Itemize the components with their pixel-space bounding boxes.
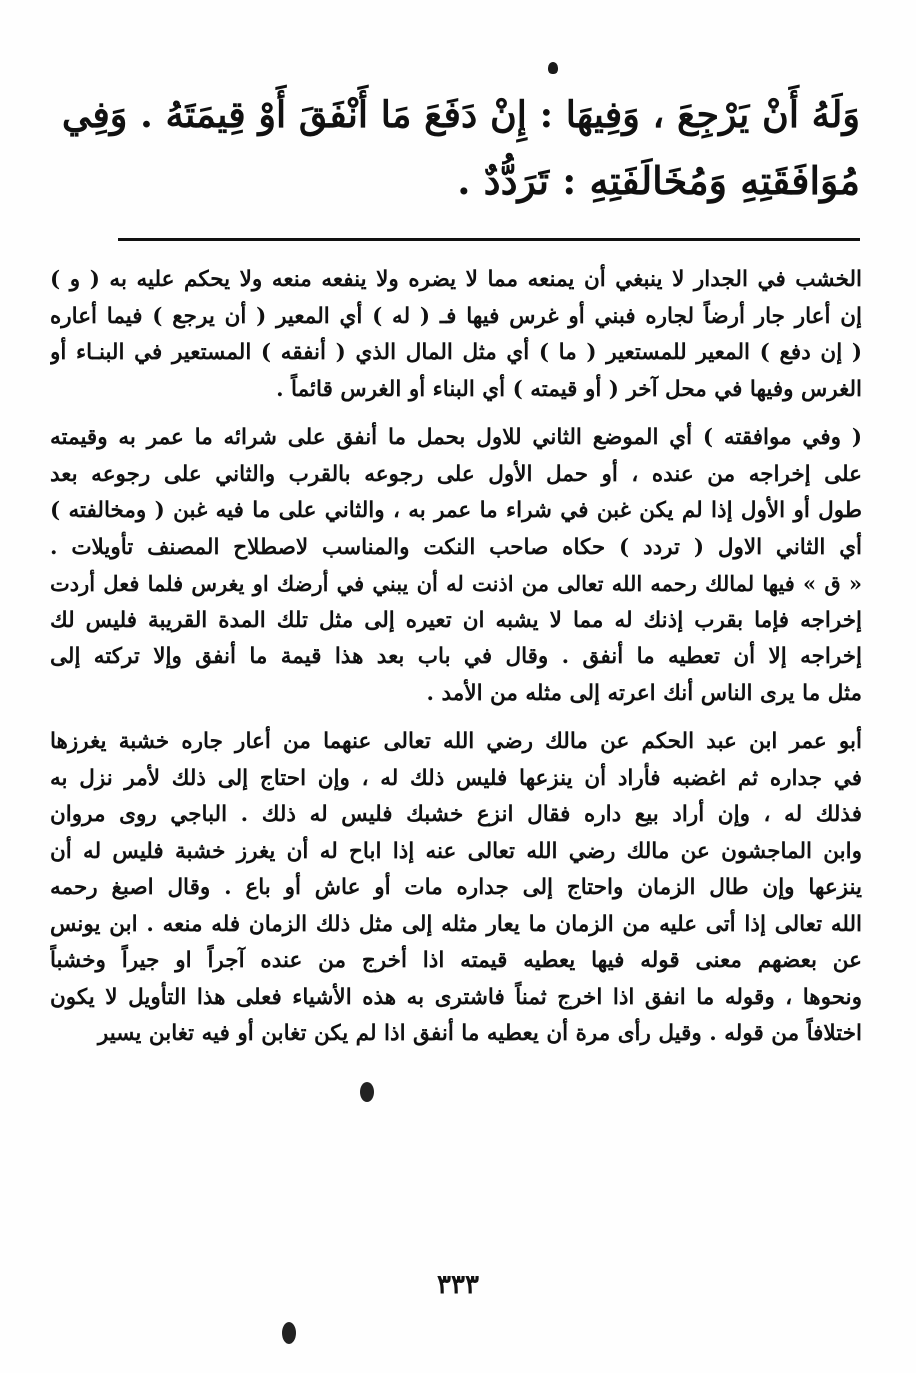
text-line: ونحوها ، وقوله ما انفق اذا اخرج ثمناً فاشترى به هذه الأشياء فعلى هذا التأويل لا يكون — [50, 984, 862, 1010]
ink-speck — [360, 1082, 374, 1102]
text-line: الله تعالى إذا أتى عليه من الزمان ما يعار مثله إلى مثل ذلك الزمان فله منعه . ابن يونس — [50, 911, 862, 937]
text-line: « ق » فيها لمالك رحمه الله تعالى من اذنت له أن يبني في أرضك او يغرس فلما فعل أردت — [50, 571, 862, 596]
text-line: طول أو الأول إذا لم يكن غبن في شراء ما عمر به ، والثاني على ما فيه غبن ( ومخالفته ) — [50, 498, 862, 523]
text-line: أي الثاني الاول ( تردد ) حكاه صاحب النكت والمناسب لاصطلاح المصنف تأويلات . — [50, 534, 862, 560]
text-line: عن بعضهم معنى قوله فيها يعطيه قيمته اذا أخرج من عنده آجراً او جيراً وخشباً — [50, 948, 862, 973]
ink-mark — [548, 62, 558, 74]
text-line: فذلك له ، وإن أراد بيع داره فقال انزع خشبك فليس له ذلك . الباجي روى مروان — [50, 802, 862, 827]
text-line: إخراجه فإما بقرب إذنك له مما لا يشبه ان تعيره إلى مثل تلك المدة القريبة فليس لك — [50, 607, 862, 633]
text-line: مثل ما يرى الناس أنك اعرته إلى مثله من الأمد . — [426, 680, 862, 706]
text-line: في جداره ثم اغضبه فأراد أن ينزعها فليس ذلك له ، وإن احتاج إلى ذلك لأمر نزل به — [50, 765, 862, 791]
text-line: ( وفي موافقته ) أي الموضع الثاني للاول بحمل ما أنفق على شرائه ما عمر به وقيمته — [50, 425, 862, 450]
text-line: ينزعها وإن طال الزمان واحتاج إلى جداره مات أو عاش أو باع . وقال اصبغ رحمه — [50, 875, 862, 900]
text-line: اختلافاً من قوله . وقيل رأى مرة أن يعطيه ما أنفق اذا لم يكن تغابن أو فيه تغابن يسير — [97, 1021, 862, 1046]
ink-speck — [282, 1322, 296, 1344]
text-line: إن أعار جار أرضاً لجاره فبني أو غرس فيها فـ ( له ) أي المعير ( أن يرجع ) فيما أعاره — [50, 303, 862, 329]
text-line: الغرس وفيها في محل آخر ( أو قيمته ) أي البناء أو الغرس قائماً . — [276, 376, 862, 402]
commentary-paragraph — [50, 724, 862, 1053]
text-line: أبو عمر ابن عبد الحكم عن مالك رضي الله تعالى عنهما من أعار جاره خشبة يغرزها — [50, 729, 862, 754]
commentary-paragraph — [50, 420, 862, 712]
text-line: ( إن دفع ) المعير للمستعير ( ما ) أي مثل المال الذي ( أنفقه ) المستعير في البنـاء أو — [50, 340, 862, 365]
commentary-paragraph — [50, 262, 862, 408]
text-line: الخشب في الجدار لا ينبغي أن يمنعه مما لا يضره ولا ينفعه منعه ولا يحكم عليه به ( و ) — [50, 267, 862, 292]
matn-line: وَلَهُ أَنْ يَرْجِعَ ، وَفِيهَا : إِنْ دَفَعَ مَا أَنْفَقَ أَوْ قِيمَتَهُ . وَفِي — [61, 93, 860, 136]
section-divider — [118, 238, 860, 241]
text-line: وابن الماجشون عن مالك رضي الله تعالى عنه إذا اباح له أن يغرز خشبة فليس له أن — [50, 838, 862, 864]
commentary-text-block — [50, 262, 862, 1065]
matn-text-block — [56, 82, 860, 214]
text-line: على إخراجه من عنده ، أو حمل الأول على رجوعه بالقرب والثاني على رجوعه بعد — [50, 461, 862, 487]
matn-line: مُوَافَقَتِهِ وَمُخَالَفَتِهِ : تَرَدُّدٌ . — [457, 158, 860, 203]
page-number: ٣٣٣ — [437, 1270, 479, 1300]
text-line: إخراجه إلا أن تعطيه ما أنفق . وقال في باب بعد هذا قيمة ما أنفق وإلا تركته إلى — [50, 644, 862, 669]
